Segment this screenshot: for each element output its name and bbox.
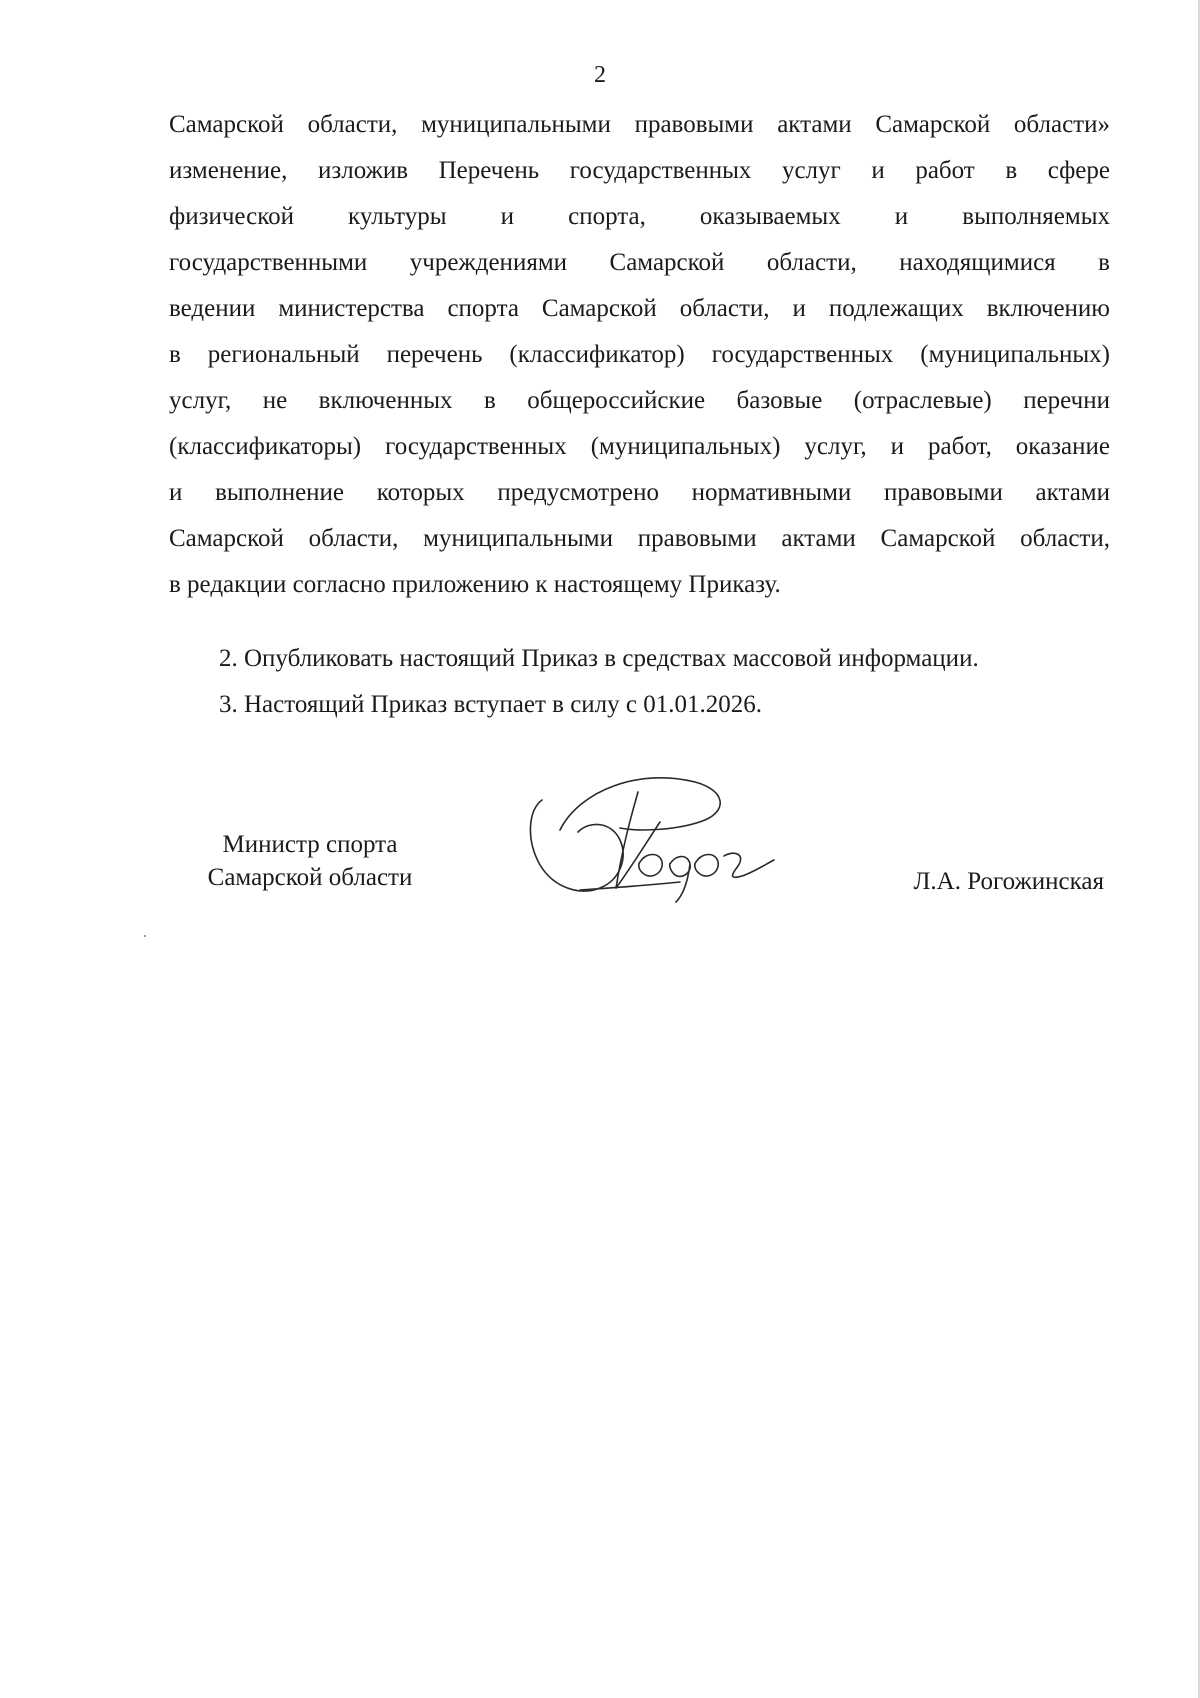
body-line: изменение, изложив Перечень государственных услуг и работ в сфере xyxy=(169,157,1110,184)
body-line: (классификаторы) государственных (муниципальных) услуг, и работ, оказание xyxy=(169,433,1110,460)
handwritten-signature xyxy=(520,770,790,910)
body-line: физической культуры и спорта, оказываемых и выполняемых xyxy=(169,203,1110,230)
body-line: Самарской области, муниципальными правовыми актами Самарской области» xyxy=(169,111,1110,138)
signatory-title xyxy=(160,828,460,894)
item-effective-date: 3. Настоящий Приказ вступает в силу с 01.01.2026. xyxy=(219,691,762,718)
body-line: ведении министерства спорта Самарской области, и подлежащих включению xyxy=(169,295,1110,322)
body-line: в региональный перечень (классификатор) государственных (муниципальных) xyxy=(169,341,1110,368)
body-line: услуг, не включенных в общероссийские базовые (отраслевые) перечни xyxy=(169,387,1110,414)
signatory-name: Л.А. Рогожинская xyxy=(913,868,1104,895)
item-publish: 2. Опубликовать настоящий Приказ в средствах массовой информации. xyxy=(219,645,979,672)
body-line: Самарской области, муниципальными правовыми актами Самарской области, xyxy=(169,525,1110,552)
body-line: в редакции согласно приложению к настоящему Приказу. xyxy=(169,571,781,598)
scan-speck xyxy=(144,935,146,937)
signatory-title-line-1: Министр спорта xyxy=(222,831,398,858)
signatory-title-line-2: Самарской области xyxy=(207,864,413,891)
body-line: государственными учреждениями Самарской области, находящимися в xyxy=(169,249,1110,276)
body-paragraph xyxy=(169,102,1110,608)
page-number: 2 xyxy=(594,62,606,88)
body-line: и выполнение которых предусмотрено нормативными правовыми актами xyxy=(169,479,1110,506)
